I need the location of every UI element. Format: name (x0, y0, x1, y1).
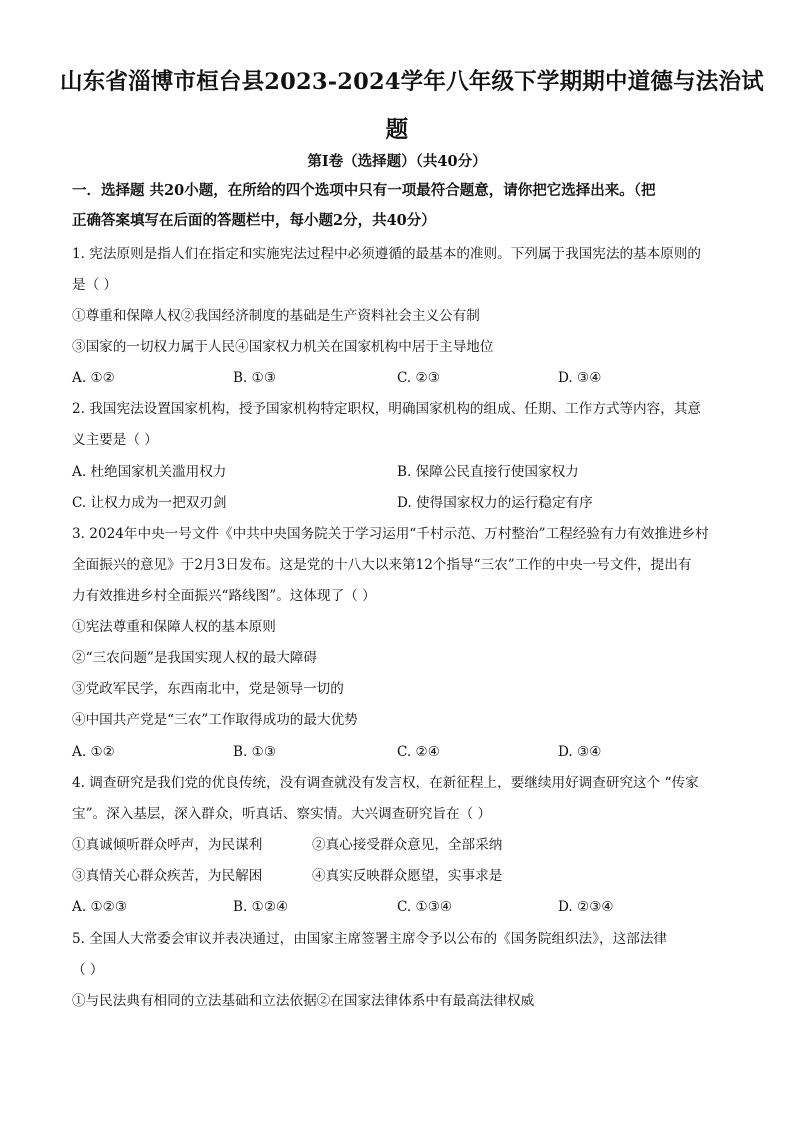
q4-option-d[interactable]: D. ②③④ (558, 899, 614, 915)
q3-option-c[interactable]: C. ②④ (397, 744, 440, 760)
q3-option-b[interactable]: B. ①③ (233, 744, 277, 760)
q3-stem-line2: 全面振兴的意见》于2月3日发布。这是党的十八大以来第12个指导“三农”工作的中央一号文件，提出有 (72, 557, 692, 573)
q3-stem-line1: 3. 2024年中央一号文件《中共中央国务院关于学习运用“千村示范、万村整治”工程经验有力有效推进乡村 (72, 526, 709, 542)
q2-option-c[interactable]: C. 让权力成为一把双刃剑 (72, 495, 227, 511)
section-instruction-line1: 一．选择题 共20小题，在所给的四个选项中只有一项最符合题意，请你把它选择出来。（把 (72, 182, 656, 199)
q4-option-b[interactable]: B. ①②④ (233, 899, 289, 915)
q3-item-1: ①宪法尊重和保障人权的基本原则 (72, 619, 276, 635)
q4-item-2: ②真心接受群众意见，全部采纳 (312, 837, 503, 853)
q2-stem-line2: 义主要是（ ） (72, 432, 158, 448)
exam-title-line1: 山东省淄博市桓台县2023-2024学年八年级下学期期中道德与法治试 (60, 69, 764, 95)
q3-item-4: ④中国共产党是“三农”工作取得成功的最大优势 (72, 712, 358, 728)
q4-stem-line2: 宝”。深入基层，深入群众，听真话、察实情。大兴调查研究旨在（ ） (72, 806, 492, 822)
volume-heading: 第Ⅰ卷（选择题）（共40分） (307, 153, 487, 170)
q3-item-3: ③党政军民学，东西南北中，党是领导一切的 (72, 681, 344, 697)
q1-item-line2: ③国家的一切权力属于人民④国家权力机关在国家机构中居于主导地位 (72, 339, 494, 355)
q2-option-b[interactable]: B. 保障公民直接行使国家权力 (397, 464, 579, 480)
q1-option-d[interactable]: D. ③④ (558, 370, 602, 386)
q2-option-d[interactable]: D. 使得国家权力的运行稳定有序 (397, 495, 593, 511)
q4-item-1: ①真诚倾听群众呼声，为民谋利 (72, 837, 263, 853)
q4-option-a[interactable]: A. ①②③ (72, 899, 128, 915)
q1-item-line1: ①尊重和保障人权②我国经济制度的基础是生产资料社会主义公有制 (72, 308, 480, 324)
q1-option-a[interactable]: A. ①② (72, 370, 115, 386)
q5-item-line1: ①与民法典有相同的立法基础和立法依据②在国家法律体系中有最高法律权威 (72, 993, 535, 1009)
q3-option-a[interactable]: A. ①② (72, 744, 115, 760)
q3-option-d[interactable]: D. ③④ (558, 744, 602, 760)
q4-stem-line1: 4. 调查研究是我们党的优良传统，没有调查就没有发言权，在新征程上，要继续用好调查研究这个 “传家 (72, 775, 699, 791)
q3-item-2: ②“三农问题”是我国实现人权的最大障碍 (72, 650, 317, 666)
q1-stem-line2: 是（ ） (72, 277, 118, 293)
q1-stem-line1: 1. 宪法原则是指人们在指定和实施宪法过程中必须遵循的最基本的准则。下列属于我国宪法的基本原则的 (72, 246, 702, 262)
exam-title-line2: 题 (385, 117, 409, 143)
q1-option-b[interactable]: B. ①③ (233, 370, 277, 386)
q2-option-a[interactable]: A. 杜绝国家机关滥用权力 (72, 464, 227, 480)
q5-stem-line1: 5. 全国人大常委会审议并表决通过，由国家主席签署主席令予以公布的《国务院组织法》，这部法律 (72, 931, 668, 947)
q5-stem-line2: （ ） (72, 962, 104, 978)
q4-item-4: ④真实反映群众愿望，实事求是 (312, 868, 503, 884)
q1-option-c[interactable]: C. ②③ (397, 370, 440, 386)
q2-stem-line1: 2. 我国宪法设置国家机构，授予国家机构特定职权，明确国家机构的组成、任期、工作方式等内容，其意 (72, 401, 702, 417)
q4-item-3: ③真情关心群众疾苦，为民解困 (72, 868, 263, 884)
section-instruction-line2: 正确答案填写在后面的答题栏中，每小题2分，共40分） (72, 212, 436, 229)
q3-stem-line3: 力有效推进乡村全面振兴“路线图”。这体现了（ ） (72, 588, 376, 604)
q4-option-c[interactable]: C. ①③④ (397, 899, 453, 915)
